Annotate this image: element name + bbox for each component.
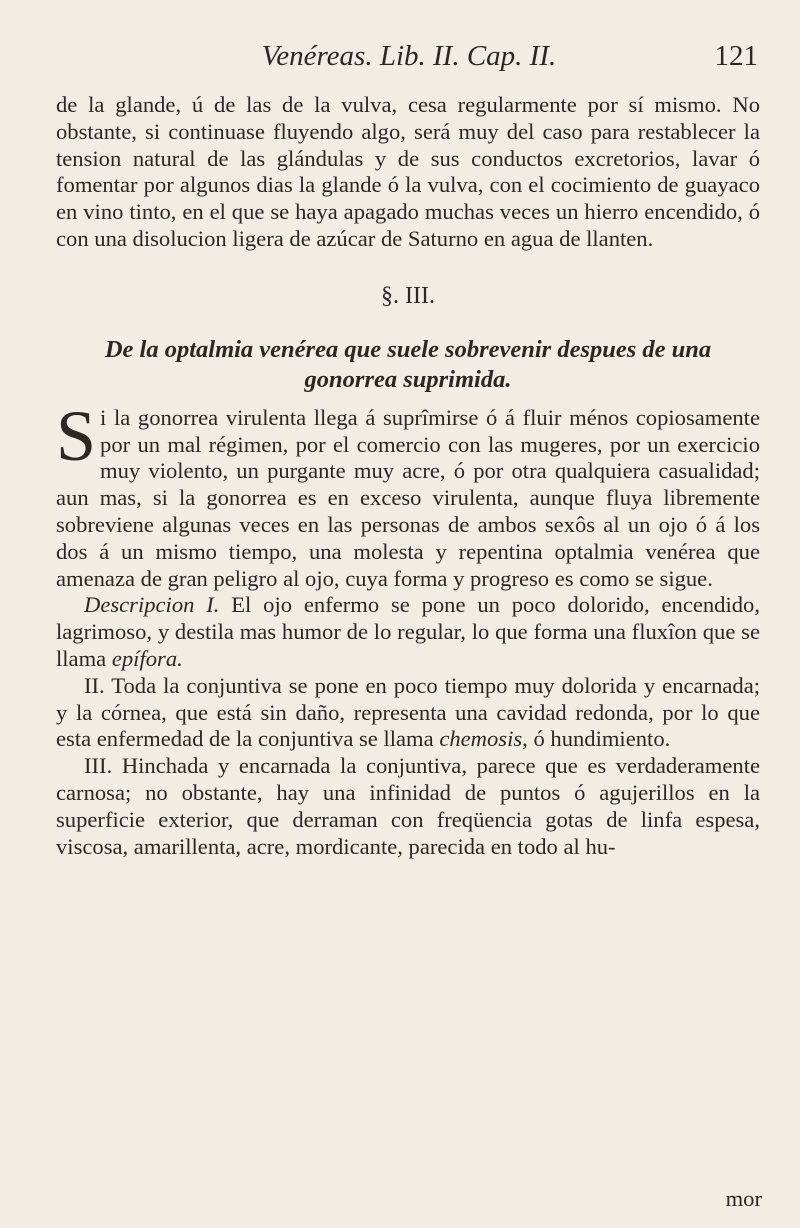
running-title: Venéreas. Lib. II. Cap. II. — [261, 40, 557, 72]
description-lead: Descripcion I. — [84, 592, 220, 618]
drop-cap: S — [56, 395, 97, 476]
description-2-end: , ó hundimiento. — [522, 726, 671, 752]
paragraph-description-3: III. Hinchada y encarnada la conjuntiva, parece que es verdaderamente carnosa; no obstante, hay una infinidad de puntos ó agujerillos en la superficie exterior, que derraman con freqüencia gotas de linfa espesa, viscosa, amarillenta, acre, mordicante, parecida en todo al hu- — [56, 753, 760, 859]
paragraph-description-1 — [56, 592, 760, 672]
paragraph-continued: de la glande, ú de las de la vulva, cesa regularmente por sí mismo. No obstante, si continuase fluyendo algo, será muy del caso para restablecer la tension natural de las glándulas y de sus conductos excretorios, lavar ó fomentar por algunos dias la glande ó la vulva, con el cocimiento de guayaco en vino tinto, en el que se haya apagado muchas veces un hierro encendido, ó con una disolucion ligera de azúcar de Saturno en agua de llanten. — [56, 92, 760, 251]
page-number: 121 — [714, 40, 758, 72]
description-2-text: II. Toda la conjuntiva se pone en poco tiempo muy dolorida y encarnada; y la córnea, que está sin daño, representa una cavidad redonda, por lo que esta enfermedad de la conjuntiva se llama — [56, 672, 760, 752]
term-chemosis: chemosis — [439, 726, 523, 752]
catchword: mor — [725, 1186, 762, 1211]
paragraph-description-2 — [56, 673, 760, 753]
section-title: De la optalmia venérea que suele sobrevenir despues de una gonorrea suprimida. — [104, 335, 712, 393]
description-1-text: El ojo enfermo se pone un poco dolorido, encendido, lagrimoso, y destila mas humor de lo regular, lo que forma una fluxîon que se llama — [56, 592, 760, 671]
term-epifora: epífora. — [111, 645, 183, 671]
paragraph-opening — [56, 395, 760, 593]
page-header — [60, 40, 758, 84]
section-number: §. III. — [381, 282, 435, 309]
paragraph-opening-text: i la gonorrea virulenta llega á suprîmirse ó á fluir ménos copiosamente por un mal régimen, por el comercio con las mugeres, por un exercicio muy violento, un purgante muy acre, ó por otra qualquiera casualidad; aun mas, si la gonorrea es en exceso virulenta, aunque fluya libremente sobreviene algunas veces en las personas de ambos sexôs al un ojo ó á los dos á un mismo tiempo, una molesta y repentina optalmia venérea que amenaza de gran peligro al ojo, cuya forma y progreso es como se sigue. — [56, 404, 760, 591]
body-text — [56, 92, 760, 860]
